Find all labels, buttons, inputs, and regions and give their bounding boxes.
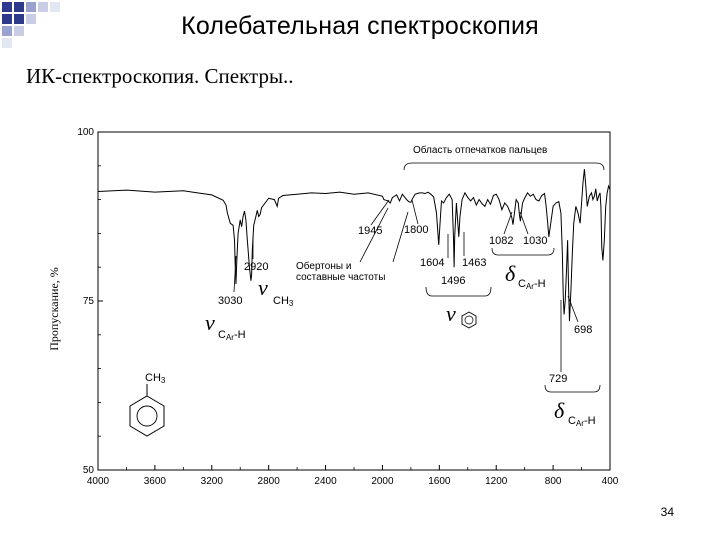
fingerprint-region-label: Область отпечатков пальцев bbox=[413, 145, 548, 156]
x-tick-label: 400 bbox=[601, 476, 619, 487]
overtone-arrow bbox=[393, 212, 408, 262]
peak-value-2920: 2920 bbox=[244, 261, 269, 273]
plot-frame bbox=[98, 132, 610, 470]
fingerprint-bracket bbox=[404, 163, 604, 170]
overtone-label-line1: Обертоны и bbox=[296, 261, 352, 272]
peak-arrow-1945 bbox=[371, 200, 389, 225]
nu-symbol: ν bbox=[446, 301, 456, 326]
delta-lower-ar: Ar bbox=[575, 419, 584, 428]
peak-label-1030 bbox=[520, 212, 547, 247]
peak-label-1463 bbox=[462, 232, 486, 269]
axis-tick-labels bbox=[77, 127, 618, 487]
x-tick-label: 1600 bbox=[428, 476, 451, 487]
toluene-methyl-label bbox=[145, 372, 166, 385]
delta-lower-h: -H bbox=[583, 415, 596, 427]
peak-value-1604: 1604 bbox=[420, 257, 445, 269]
car-h-subscript bbox=[218, 329, 246, 342]
car-h-subscript-c: C bbox=[218, 329, 226, 341]
peak-label-698 bbox=[568, 296, 592, 336]
peak-arrow-1030 bbox=[520, 212, 528, 234]
peak-value-1800: 1800 bbox=[404, 224, 429, 236]
y-tick-label: 50 bbox=[82, 465, 94, 476]
toluene-ring-circle bbox=[137, 406, 157, 426]
overtone-label-line2: составные частоты bbox=[296, 272, 386, 283]
toluene-ring bbox=[130, 396, 164, 436]
delta-upper-subscript bbox=[518, 278, 546, 291]
car-h-subscript-h: -H bbox=[233, 329, 246, 341]
nu-symbol: ν bbox=[258, 275, 268, 300]
delta-lower-subscript bbox=[568, 415, 596, 428]
y-tick-label: 100 bbox=[77, 127, 94, 138]
peak-value-1030: 1030 bbox=[523, 235, 548, 247]
peak-arrow-1800 bbox=[412, 200, 418, 224]
benzene-hexagon bbox=[462, 312, 476, 328]
nu-symbol: ν bbox=[205, 310, 215, 335]
peak-label-3030 bbox=[218, 256, 242, 307]
axis-ticks bbox=[98, 132, 610, 470]
ch3-subscript-c: CH bbox=[273, 295, 289, 307]
toluene-methyl-3: 3 bbox=[160, 376, 166, 385]
plot-border bbox=[98, 132, 610, 470]
nu-car-h-label bbox=[205, 310, 246, 342]
benzene-ring-bracket bbox=[426, 287, 491, 296]
x-tick-label: 3200 bbox=[200, 476, 223, 487]
x-tick-label: 2400 bbox=[314, 476, 337, 487]
delta-upper-c: C bbox=[518, 278, 526, 290]
ch3-subscript-3: 3 bbox=[288, 299, 294, 308]
delta-lower-c: C bbox=[568, 415, 576, 427]
slide-title: Колебательная спектроскопия bbox=[181, 12, 539, 40]
peak-label-1800 bbox=[404, 200, 428, 236]
x-tick-label: 800 bbox=[544, 476, 562, 487]
benzene-ring-icon bbox=[462, 312, 476, 328]
peak-value-729: 729 bbox=[549, 373, 568, 385]
peak-value-698: 698 bbox=[574, 324, 593, 336]
y-tick-label: 75 bbox=[82, 296, 94, 307]
delta-symbol: δ bbox=[554, 398, 565, 423]
toluene-structure-icon bbox=[130, 372, 166, 436]
y-axis-label: Пропускание, % bbox=[47, 267, 61, 351]
peak-label-1945 bbox=[358, 200, 389, 237]
x-tick-label: 2000 bbox=[371, 476, 394, 487]
delta-upper-h: -H bbox=[533, 278, 546, 290]
fingerprint-bracket-small bbox=[492, 248, 554, 255]
peak-value-1463: 1463 bbox=[462, 257, 487, 269]
peak-label-1082 bbox=[489, 212, 513, 247]
peak-value-1496: 1496 bbox=[441, 275, 466, 287]
peak-label-729 bbox=[545, 300, 600, 428]
delta-car-h-upper bbox=[492, 248, 554, 291]
delta-symbol: δ bbox=[505, 261, 516, 286]
peak-label-1496 bbox=[426, 275, 491, 328]
page-number: 34 bbox=[660, 505, 674, 519]
delta-lower-bracket bbox=[545, 385, 600, 392]
ch3-subscript bbox=[273, 295, 294, 308]
car-h-subscript-ar: Ar bbox=[225, 333, 234, 342]
peak-arrow-1082 bbox=[504, 212, 512, 234]
fingerprint-region bbox=[404, 144, 604, 170]
delta-upper-ar: Ar bbox=[525, 282, 534, 291]
x-tick-label: 3600 bbox=[143, 476, 167, 487]
x-tick-label: 1200 bbox=[485, 476, 508, 487]
peak-value-1945: 1945 bbox=[358, 225, 383, 237]
benzene-inner-circle bbox=[465, 316, 473, 324]
nu-ch3-label bbox=[258, 275, 294, 308]
peak-label-1604 bbox=[420, 234, 448, 269]
x-tick-label: 4000 bbox=[86, 476, 110, 487]
slide-subtitle: ИК-спектроскопия. Спектры.. bbox=[26, 64, 294, 88]
peak-value-3030: 3030 bbox=[218, 295, 243, 307]
x-tick-label: 2800 bbox=[257, 476, 280, 487]
peak-value-1082: 1082 bbox=[489, 235, 514, 247]
overtone-annotation bbox=[296, 208, 408, 283]
toluene-methyl-ch: CH bbox=[145, 372, 161, 384]
